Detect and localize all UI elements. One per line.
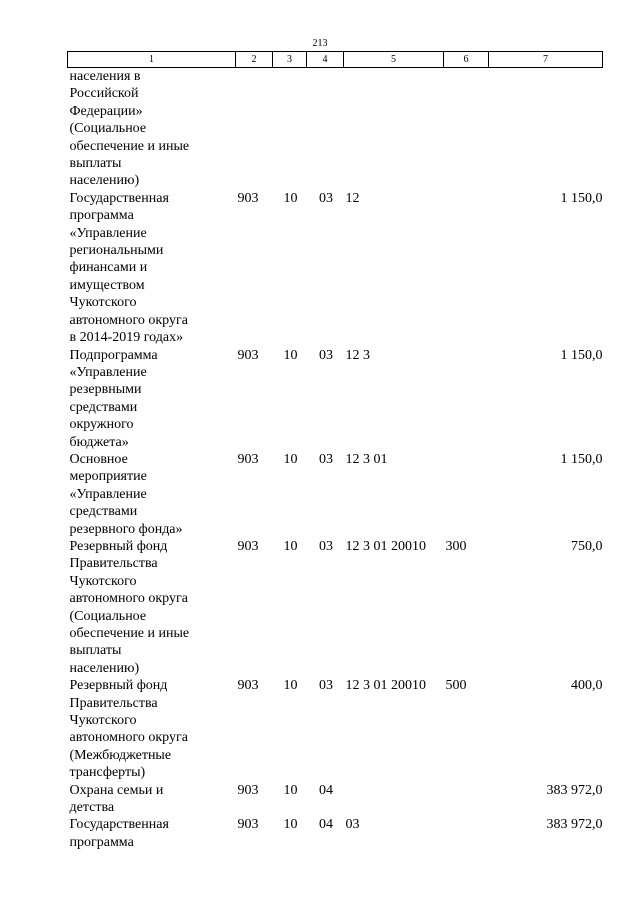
row-section-code: 10 bbox=[283, 678, 298, 694]
table-row bbox=[68, 190, 603, 347]
row-section-code: 10 bbox=[283, 451, 298, 467]
row-description: Подпрограмма «Управление резервными средствами окружного бюджета» bbox=[69, 347, 158, 450]
row-description: Основное мероприятие «Управление средствами резервного фонда» bbox=[69, 451, 183, 537]
table-row bbox=[68, 538, 603, 677]
row-target-code bbox=[344, 68, 444, 190]
row-expense-code: 300 bbox=[445, 538, 467, 554]
row-amount: 1 150,0 bbox=[560, 347, 603, 363]
row-amount: 1 150,0 bbox=[560, 451, 603, 467]
row-description: Государственная программа «Управление региональными финансами и имуществом Чукотского автономного округа в 2014-2019 годах» bbox=[69, 190, 188, 346]
row-ministry-code bbox=[236, 68, 273, 190]
row-amount bbox=[489, 68, 603, 190]
row-target-code: 12 3 01 20010 bbox=[345, 678, 426, 694]
row-subsection-code: 03 bbox=[319, 190, 333, 206]
row-subsection-code bbox=[307, 68, 344, 190]
row-expense-code bbox=[444, 451, 489, 538]
row-description: Резервный фонд Правительства Чукотского автономного округа (Социальное обеспечение и иные выплаты населению) bbox=[69, 538, 190, 676]
row-target-code: 12 3 01 20010 bbox=[345, 538, 426, 554]
column-header-2: 2 bbox=[236, 52, 273, 68]
row-subsection-code: 04 bbox=[319, 817, 333, 833]
row-section-code: 10 bbox=[283, 538, 298, 554]
page-number: 213 bbox=[312, 38, 328, 49]
table-row bbox=[68, 816, 603, 851]
row-expense-code: 500 bbox=[445, 678, 467, 694]
row-ministry-code: 903 bbox=[237, 451, 259, 467]
row-target-code bbox=[344, 782, 444, 817]
row-subsection-code: 04 bbox=[319, 782, 333, 798]
row-expense-code bbox=[444, 190, 489, 347]
row-expense-code bbox=[444, 68, 489, 190]
row-amount: 383 972,0 bbox=[546, 782, 603, 798]
column-header-4: 4 bbox=[307, 52, 344, 68]
row-amount: 383 972,0 bbox=[546, 817, 603, 833]
column-header-3: 3 bbox=[273, 52, 307, 68]
row-section-code: 10 bbox=[283, 817, 298, 833]
column-header-1: 1 bbox=[68, 52, 236, 68]
row-target-code: 12 bbox=[345, 190, 360, 206]
row-ministry-code: 903 bbox=[237, 347, 259, 363]
table-row bbox=[68, 451, 603, 538]
table-row bbox=[68, 782, 603, 817]
row-description: Резервный фонд Правительства Чукотского автономного округа (Межбюджетные трансферты) bbox=[69, 678, 188, 781]
row-expense-code bbox=[444, 347, 489, 451]
row-description: Государственная программа bbox=[69, 817, 169, 850]
column-header-6: 6 bbox=[444, 52, 489, 68]
row-amount: 400,0 bbox=[571, 678, 603, 694]
row-section-code: 10 bbox=[283, 190, 298, 206]
table-row bbox=[68, 347, 603, 451]
row-subsection-code: 03 bbox=[319, 538, 333, 554]
row-subsection-code: 03 bbox=[319, 451, 333, 467]
table-row bbox=[68, 68, 603, 190]
row-ministry-code: 903 bbox=[237, 190, 259, 206]
column-header-7: 7 bbox=[489, 52, 603, 68]
row-subsection-code: 03 bbox=[319, 678, 333, 694]
row-ministry-code: 903 bbox=[237, 538, 259, 554]
row-expense-code bbox=[444, 816, 489, 851]
row-target-code: 03 bbox=[345, 817, 360, 833]
row-target-code: 12 3 bbox=[345, 347, 370, 363]
row-section-code: 10 bbox=[283, 782, 298, 798]
row-section-code bbox=[273, 68, 307, 190]
row-ministry-code: 903 bbox=[237, 782, 259, 798]
row-ministry-code: 903 bbox=[237, 678, 259, 694]
row-subsection-code: 03 bbox=[319, 347, 333, 363]
row-section-code: 10 bbox=[283, 347, 298, 363]
budget-table bbox=[67, 51, 603, 851]
row-amount: 750,0 bbox=[571, 538, 603, 554]
row-expense-code bbox=[444, 782, 489, 817]
row-target-code: 12 3 01 bbox=[345, 451, 388, 467]
table-row bbox=[68, 677, 603, 781]
column-number-header bbox=[68, 52, 603, 68]
row-ministry-code: 903 bbox=[237, 817, 259, 833]
column-header-5: 5 bbox=[344, 52, 444, 68]
row-description: Охрана семьи и детства bbox=[69, 782, 164, 816]
row-description: населения в Российской Федерации» (Социальное обеспечение и иные выплаты населению) bbox=[69, 69, 190, 189]
row-amount: 1 150,0 bbox=[560, 190, 603, 206]
